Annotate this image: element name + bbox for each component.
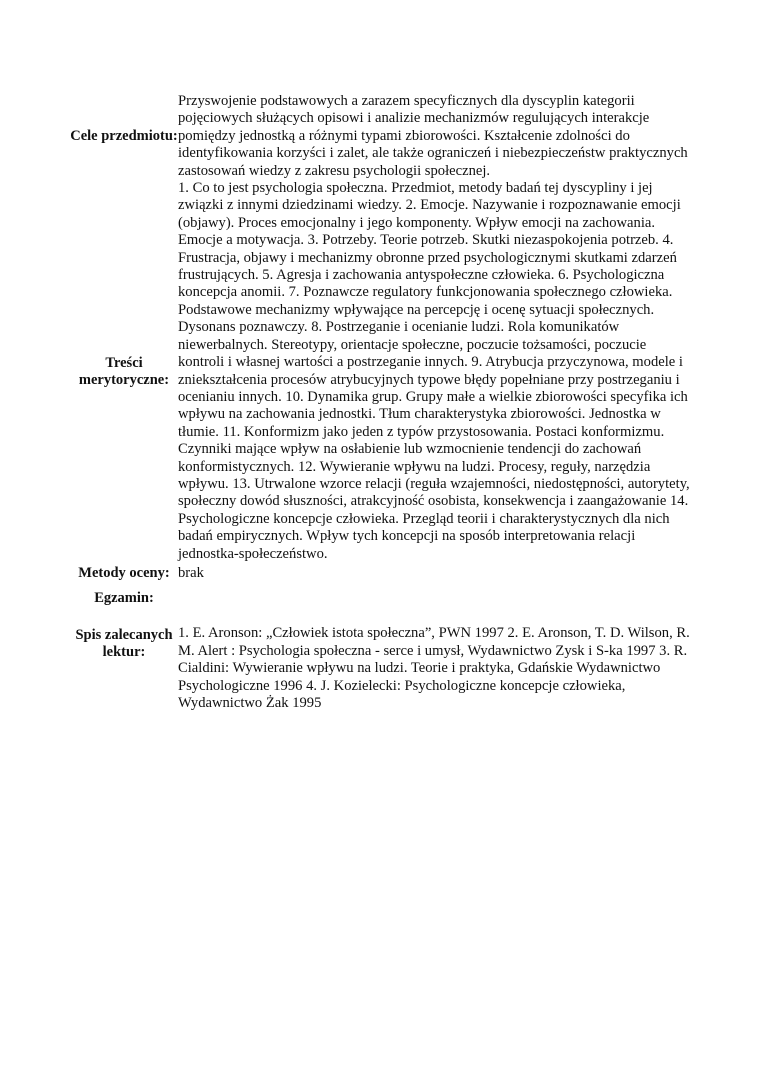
assessment-row (70, 563, 690, 586)
course-syllabus-page (70, 92, 690, 712)
assessment-value: brak (178, 564, 204, 581)
content-text: 1. Co to jest psychologia społeczna. Przedmiot, metody badań tej dyscypliny i jej związki z innymi dziedzinami wiedzy. 2. Emocje. Nazywanie i rozpoznawanie emocji (objawy). Proces emocjonalny i jego komponenty. Wpływ emocji na zachowania. Emocje a motywacja. 3. Potrzeby. Teorie potrzeb. Skutki niezaspokojenia potrzeb. 4. Frustracja, objawy i mechanizmy obronne przed psychologicznymi skutkami zdarzeń frustrujących. 5. Agresja i zachowania antyspołeczne człowieka. 6. Psychologiczna koncepcja anomii. 7. Poznawcze regulatory funkcjonowania społecznego człowieka. Podstawowe mechanizmy wpływające na percepcję i ocenę sytuacji społecznych. Dysonans poznawczy. 8. Postrzeganie i ocenianie ludzi. Rola komunikatów niewerbalnych. Stereotypy, orientacje społeczne, poczucie tożsamości, poczucie kontroli i własnej wartości a postrzeganie innych. 9. Atrybucja przyczynowa, modele i zniekształcenia procesów atrybucyjnych typowe błędy popełniane przy postrzeganiu i ocenianiu innych. 10. Dynamika grup. Grupy małe a wielkie zbiorowości specyfika ich wpływu na zachowania jednostki. Tłum charakterystyka zbiorowości. Jednostka w tłumie. 11. Konformizm jako jeden z typów przystosowania. Postaci konformizmu. Czynniki mające wpływ na osłabienie lub wzmocnienie tendencji do zachowań konformistycznych. 12. Wywieranie wpływu na ludzi. Procesy, reguły, narzędzia wpływu. 13. Utrwalone wzorce relacji (reguła wzajemności, niedostępności, autorytety, społeczny dowód słuszności, atrakcyjność osobista, konsekwencja i zaangażowanie 14. Psychologiczne koncepcje człowieka. Przegląd teorii i charakterystycznych dla nich badań empirycznych. Wpływ tych koncepcji na sposób interpretowania relacji jednostka-społeczeństwo. (178, 180, 690, 562)
goals-text: Przyswojenie podstawowych a zarazem specyficznych dla dyscyplin kategorii pojęciowych służących opisowi i analizie mechanizmów regulujących interakcje pomiędzy jednostką a różnymi typami zbiorowości. Kształcenie zdolności do identyfikowania korzyści i zalet, ale także ograniczeń i niebezpieczeństw praktycznych zastosowań wiedzy z zakresu psychologii społecznej. (178, 93, 688, 179)
exam-label: Egzamin: (94, 590, 154, 607)
goals-row (70, 92, 690, 180)
reading-list: 1. E. Aronson: „Człowiek istota społeczna”, PWN 1997 2. E. Aronson, T. D. Wilson, R. M. Alert : Psychologia społeczna - serce i umysł, Wydawnictwo Zysk i S-ka 1997 3. R. Cialdini: Wywieranie wpływu na ludzi. Teorie i praktyka, Gdańskie Wydawnictwo Psychologiczne 1996 4. J. Kozielecki: Psychologiczne koncepcje człowieka, Wydawnictwo Żak 1995 (178, 625, 690, 711)
content-label: Treści merytoryczne: (78, 354, 170, 388)
reading-row (70, 611, 690, 712)
assessment-label: Metody oceny: (78, 565, 170, 582)
exam-row (70, 586, 690, 611)
reading-label: Spis zalecanych lektur: (75, 627, 173, 661)
course-info-table (70, 92, 690, 712)
content-row (70, 180, 690, 563)
goals-label: Cele przedmiotu: (70, 127, 178, 144)
exam-value (178, 586, 690, 611)
